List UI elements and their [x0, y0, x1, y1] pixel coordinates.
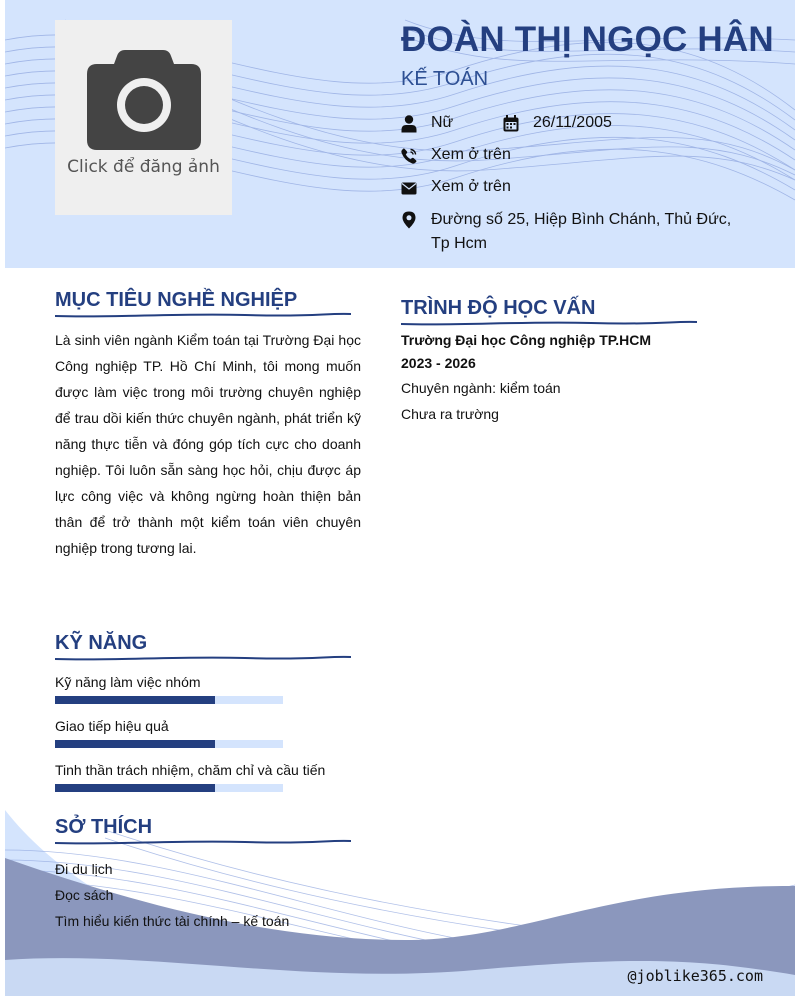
footer-credit[interactable]: @joblike365.com [627, 967, 763, 985]
gender-value: Nữ [431, 114, 454, 131]
skill-bar [55, 740, 283, 748]
address-value: Đường số 25, Hiệp Bình Chánh, Thủ Đức, Tp Hcm [431, 211, 732, 252]
header-band [5, 0, 795, 268]
skill-label: Giao tiếp hiệu quả [55, 718, 169, 734]
hobby-item: Đi du lịch [55, 861, 113, 877]
education-title: TRÌNH ĐỘ HỌC VẤN [401, 297, 596, 319]
calendar-icon [503, 115, 519, 132]
school-name: Trường Đại học Công nghiệp TP.HCM [401, 332, 652, 348]
skill-bar-fill [55, 784, 215, 792]
education-title-underline [401, 319, 697, 327]
location-pin-icon [401, 211, 417, 229]
skill-item [55, 674, 355, 690]
skills-title-underline [55, 654, 351, 662]
objective-title: MỤC TIÊU NGHỀ NGHIỆP [55, 289, 298, 311]
envelope-icon [401, 179, 417, 197]
user-icon [401, 115, 417, 133]
job-title: KẾ TOÁN [401, 68, 489, 90]
skill-bar-fill [55, 696, 215, 704]
photo-caption: Click để đăng ảnh [67, 157, 220, 177]
skill-bar-fill [55, 740, 215, 748]
skill-label: Kỹ năng làm việc nhóm [55, 674, 201, 690]
skills-title: KỸ NĂNG [55, 632, 148, 654]
hobby-item: Đọc sách [55, 887, 114, 903]
candidate-name: ĐOÀN THỊ NGỌC HÂN [401, 20, 774, 59]
cv-page [5, 0, 795, 996]
phone-icon [401, 147, 417, 165]
hobbies-title-underline [55, 838, 351, 846]
phone-value: Xem ở trên [431, 146, 511, 163]
objective-title-underline [55, 311, 351, 319]
education-status: Chưa ra trường [401, 406, 499, 422]
hobbies-list [55, 856, 289, 934]
skill-bar [55, 696, 283, 704]
skill-item [55, 762, 355, 778]
skill-label: Tinh thần trách nhiệm, chăm chỉ và cầu tiến [55, 762, 326, 778]
skill-bar [55, 784, 283, 792]
objective-text: Là sinh viên ngành Kiểm toán tại Trường Đại học Công nghiệp TP. Hồ Chí Minh, tôi mong muốn được làm việc trong môi trường chuyên nghiệp để trau dồi kiến thức chuyên ngành, phát triển kỹ năng thực tiễn và đóng góp tích cực cho doanh nghiệp. Tôi luôn sẵn sàng học hỏi, chịu được áp lực công việc và không ngừng hoàn thiện bản thân để trở thành một kiểm toán viên chuyên nghiệp trong tương lai. [55, 332, 361, 556]
hobbies-title: SỞ THÍCH [55, 816, 153, 838]
dob-value: 26/11/2005 [533, 114, 612, 131]
camera-icon [85, 48, 203, 152]
education-entry [401, 331, 651, 423]
hobby-item: Tìm hiểu kiến thức tài chính – kế toán [55, 913, 290, 929]
education-major: Chuyên ngành: kiểm toán [401, 380, 561, 396]
email-value: Xem ở trên [431, 178, 511, 195]
education-years: 2023 - 2026 [401, 355, 476, 371]
profile-photo-placeholder[interactable] [55, 20, 232, 215]
skill-item [55, 718, 355, 734]
